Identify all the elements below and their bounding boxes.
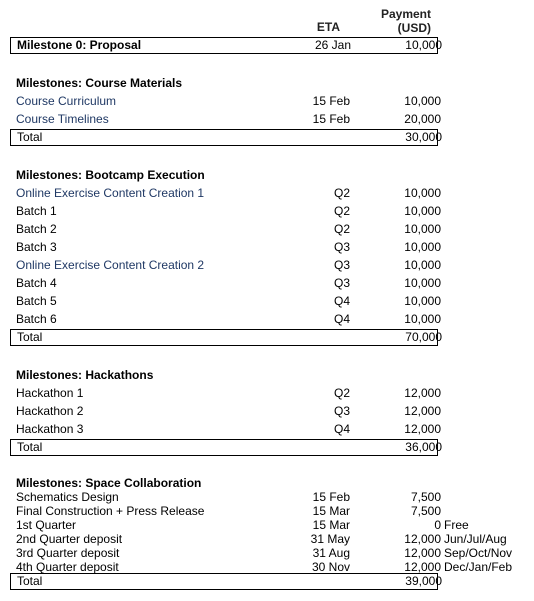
eta-column-header: ETA xyxy=(316,20,340,34)
space-item-label: 4th Quarter deposit xyxy=(16,560,119,574)
space-item-note: Jun/Jul/Aug xyxy=(444,532,507,546)
bootcamp-item-payment: 10,000 xyxy=(404,312,441,326)
space-item-eta: 30 Nov xyxy=(311,560,350,574)
space-item-note: Free xyxy=(444,518,469,532)
milestone0-row xyxy=(10,37,442,54)
hackathons-title: Milestones: Hackathons xyxy=(16,368,154,382)
space-item-label: 1st Quarter xyxy=(16,518,77,532)
payment-header-line2: (USD) xyxy=(397,21,431,35)
bootcamp-item-label: Batch 5 xyxy=(16,294,57,308)
space-item-payment: 12,000 xyxy=(404,546,441,560)
hackathon-item-payment: 12,000 xyxy=(404,404,441,418)
bootcamp-item-eta: Q2 xyxy=(333,204,350,218)
bootcamp-item-label: Batch 1 xyxy=(16,204,57,218)
bootcamp-item-eta: Q4 xyxy=(333,294,350,308)
hackathons-total-value: 36,000 xyxy=(405,440,442,454)
bootcamp-item-eta: Q3 xyxy=(333,240,350,254)
hackathon-item-eta: Q4 xyxy=(333,422,350,436)
space-item-eta: 15 Mar xyxy=(312,518,350,532)
bootcamp-row xyxy=(10,221,441,237)
bootcamp-item-eta: Q3 xyxy=(333,258,350,272)
space-item-payment: 0 xyxy=(434,518,441,532)
space-item-payment: 7,500 xyxy=(410,504,441,518)
course-title: Milestones: Course Materials xyxy=(16,76,183,90)
space-item-eta: 31 Aug xyxy=(312,546,350,560)
bootcamp-item-label: Batch 4 xyxy=(16,276,57,290)
bootcamp-row xyxy=(10,185,441,201)
space-item-label: 3rd Quarter deposit xyxy=(16,546,120,560)
bootcamp-item-payment: 10,000 xyxy=(404,276,441,290)
hackathon-row xyxy=(10,403,441,419)
space-row xyxy=(10,490,441,504)
course-total-row xyxy=(10,129,442,146)
course-item-eta: 15 Feb xyxy=(312,94,350,108)
payment-column-header xyxy=(360,7,431,35)
space-item-eta: 31 May xyxy=(310,532,350,546)
space-item-payment: 7,500 xyxy=(410,490,441,504)
hackathon-item-payment: 12,000 xyxy=(404,386,441,400)
course-item-label: Course Timelines xyxy=(16,112,109,126)
bootcamp-row xyxy=(10,203,441,219)
bootcamp-total-row xyxy=(10,329,442,346)
hackathon-row xyxy=(10,421,441,437)
bootcamp-item-payment: 10,000 xyxy=(404,222,441,236)
bootcamp-item-eta: Q4 xyxy=(333,312,350,326)
milestone0-payment: 10,000 xyxy=(405,38,442,52)
bootcamp-total-value: 70,000 xyxy=(405,330,442,344)
hackathon-item-label: Hackathon 3 xyxy=(16,422,84,436)
space-item-note: Dec/Jan/Feb xyxy=(444,560,513,574)
space-item-label: Final Construction + Press Release xyxy=(16,504,205,518)
course-total-label: Total xyxy=(17,130,43,144)
bootcamp-item-eta: Q2 xyxy=(333,186,350,200)
hackathon-item-label: Hackathon 1 xyxy=(16,386,84,400)
bootcamp-item-label: Online Exercise Content Creation 1 xyxy=(16,186,205,200)
course-item-label: Course Curriculum xyxy=(16,94,117,108)
hackathon-item-eta: Q3 xyxy=(333,404,350,418)
space-row xyxy=(10,518,469,532)
course-row xyxy=(10,111,441,127)
bootcamp-row xyxy=(10,293,441,309)
bootcamp-total-label: Total xyxy=(17,330,43,344)
space-section-title xyxy=(10,475,438,491)
course-item-eta: 15 Feb xyxy=(312,112,350,126)
bootcamp-section-title xyxy=(10,167,438,183)
bootcamp-row xyxy=(10,311,441,327)
bootcamp-item-label: Batch 3 xyxy=(16,240,57,254)
milestone0-label: Milestone 0: Proposal xyxy=(17,38,142,52)
space-total-value: 39,000 xyxy=(405,574,442,588)
hackathon-row xyxy=(10,385,441,401)
course-item-payment: 20,000 xyxy=(404,112,441,126)
bootcamp-item-payment: 10,000 xyxy=(404,240,441,254)
bootcamp-item-eta: Q2 xyxy=(333,222,350,236)
hackathon-item-payment: 12,000 xyxy=(404,422,441,436)
hackathon-item-label: Hackathon 2 xyxy=(16,404,84,418)
space-item-label: 2nd Quarter deposit xyxy=(16,532,123,546)
hackathon-item-eta: Q2 xyxy=(333,386,350,400)
bootcamp-item-payment: 10,000 xyxy=(404,294,441,308)
space-title: Milestones: Space Collaboration xyxy=(16,476,202,490)
bootcamp-item-label: Batch 6 xyxy=(16,312,57,326)
space-total-row xyxy=(10,573,442,590)
bootcamp-row xyxy=(10,275,441,291)
space-item-payment: 12,000 xyxy=(404,560,441,574)
payment-header-line1: Payment xyxy=(380,7,431,21)
bootcamp-item-payment: 10,000 xyxy=(404,204,441,218)
space-row xyxy=(10,532,507,546)
space-row xyxy=(10,504,441,518)
course-row xyxy=(10,93,441,109)
bootcamp-title: Milestones: Bootcamp Execution xyxy=(16,168,205,182)
space-item-eta: 15 Feb xyxy=(312,490,350,504)
bootcamp-row xyxy=(10,257,441,273)
space-item-note: Sep/Oct/Nov xyxy=(444,546,513,560)
space-item-label: Schematics Design xyxy=(16,490,119,504)
bootcamp-item-payment: 10,000 xyxy=(404,186,441,200)
space-row xyxy=(10,546,513,560)
space-item-eta: 15 Mar xyxy=(312,504,350,518)
bootcamp-row xyxy=(10,239,441,255)
bootcamp-item-payment: 10,000 xyxy=(404,258,441,272)
hackathons-section-title xyxy=(10,367,438,383)
milestone0-eta: 26 Jan xyxy=(314,38,351,52)
bootcamp-item-label: Batch 2 xyxy=(16,222,57,236)
course-section-title xyxy=(10,75,438,91)
course-total-value: 30,000 xyxy=(405,130,442,144)
space-item-payment: 12,000 xyxy=(404,532,441,546)
hackathons-total-label: Total xyxy=(17,440,43,454)
bootcamp-item-eta: Q3 xyxy=(333,276,350,290)
bootcamp-item-label: Online Exercise Content Creation 2 xyxy=(16,258,205,272)
hackathons-total-row xyxy=(10,439,442,456)
course-item-payment: 10,000 xyxy=(404,94,441,108)
space-total-label: Total xyxy=(17,574,43,588)
space-row xyxy=(10,560,513,574)
